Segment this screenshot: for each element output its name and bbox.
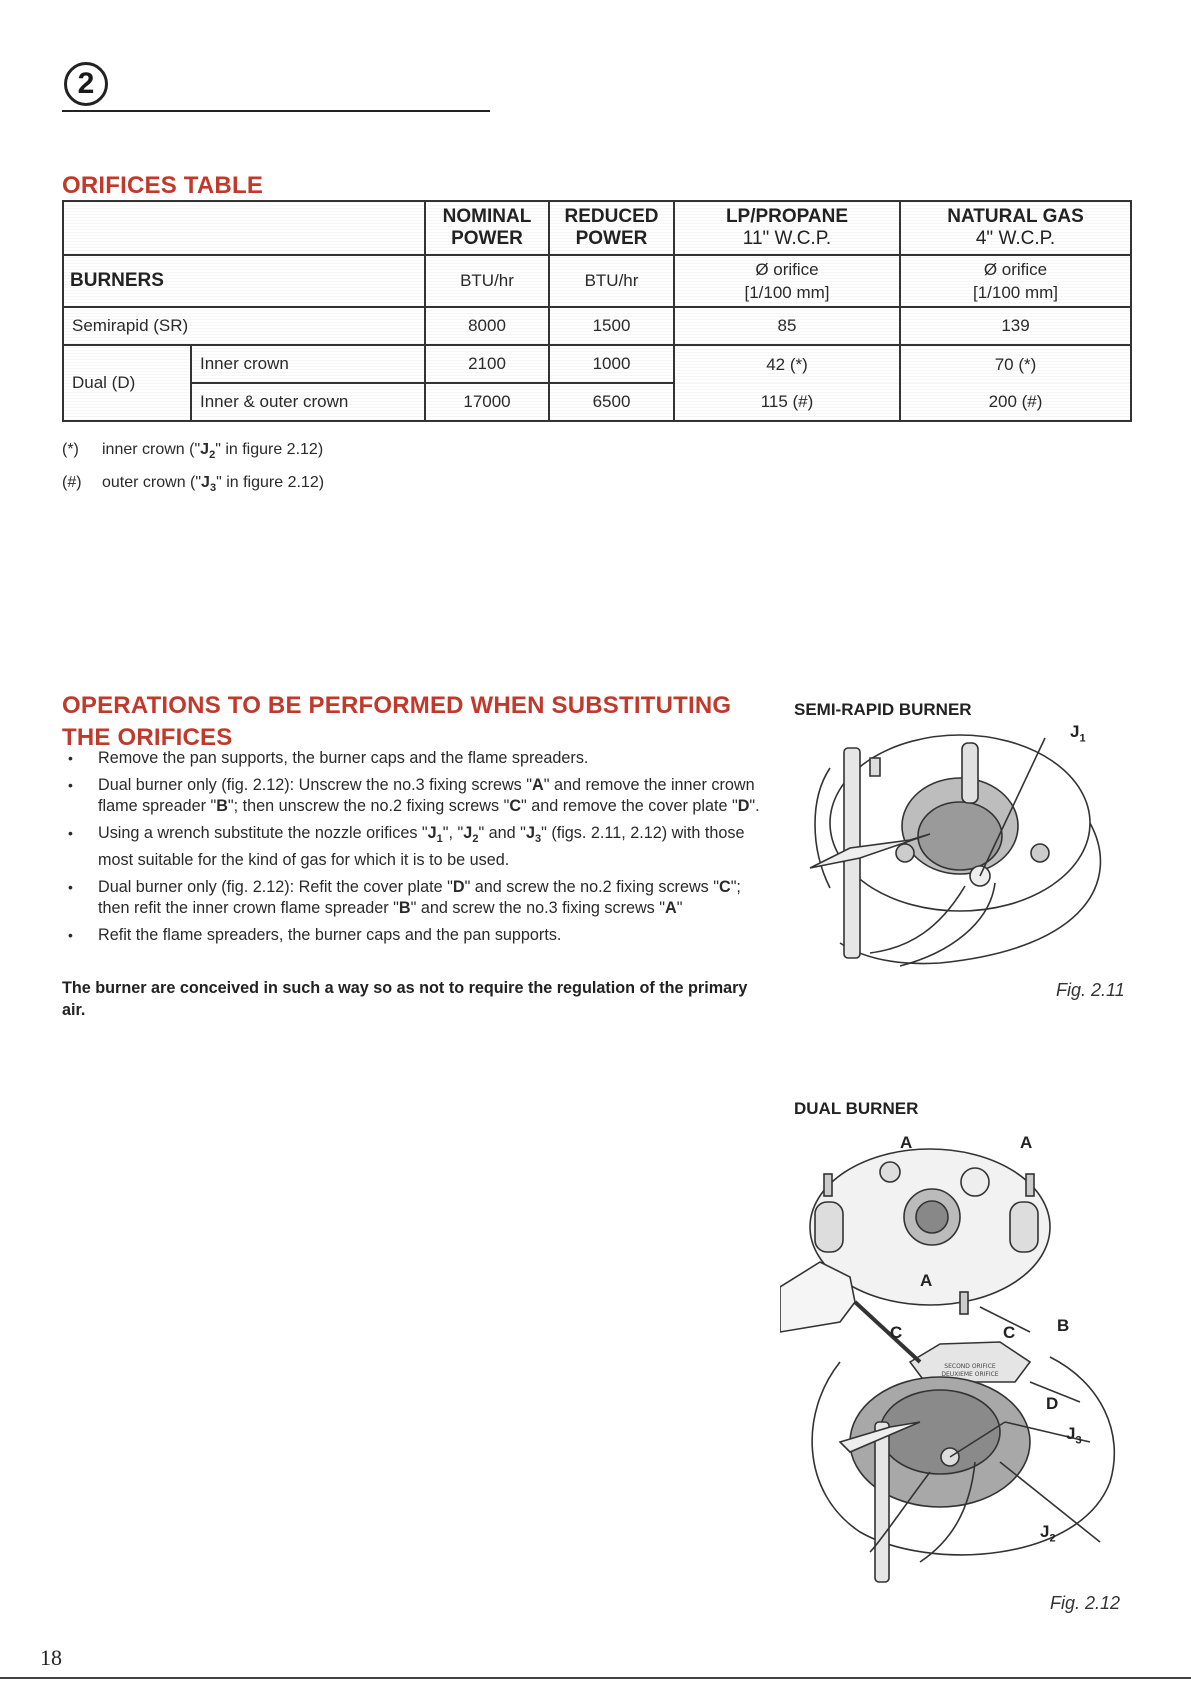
column-header-line: POWER [451,228,523,249]
step-ref: J [463,824,473,842]
lp-value: 42 (*) [674,345,900,383]
figure-2-12-caption: Fig. 2.12 [1050,1593,1121,1613]
step-subscript: 3 [534,833,542,846]
unit-line: Ø orifice [983,260,1048,279]
orifices-table-title: ORIFICES TABLE [62,172,264,199]
footnote-mark: (#) [62,474,82,492]
burner-name: Dual (D) [63,345,191,421]
table-row [63,383,1131,421]
bottom-rule [0,1677,1191,1679]
step-text: " [676,899,683,918]
header-empty-cell [63,201,425,255]
callout-j3 [1066,1424,1082,1446]
step-text: ", " [442,824,464,842]
figure-2-11-caption: Fig. 2.11 [1056,980,1125,1000]
header-lp-propane [674,201,900,255]
callout-c-left: C [890,1323,903,1342]
step-ref: C [509,797,522,815]
step-ref: D [452,878,465,897]
column-header-line: REDUCED [564,206,659,227]
column-header-line: POWER [575,228,648,249]
unit-line: [1/100 mm] [972,283,1059,302]
step-text: Refit the flame spreaders, the burner caps and the pan supports. [98,926,562,945]
header-rule [62,110,490,112]
dual-burner-illustration [780,1132,1140,1592]
step-text: "; then unscrew the no.2 fixing screws " [227,797,510,815]
step-ref: B [216,797,228,815]
step-text: " and screw the no.3 fixing screws " [410,899,665,918]
step-item [62,877,772,919]
footnote-text: outer crown (" [102,474,202,492]
callout-letter: J [1070,722,1080,741]
callout-a-center: A [920,1271,933,1290]
operations-title: OPERATIONS TO BE PERFORMED WHEN SUBSTITUTING THE ORIFICES [62,692,732,751]
column-header-line: NATURAL GAS [947,206,1084,227]
unit-ng [900,255,1131,307]
reduced-value: 6500 [549,383,674,421]
callout-b: B [1057,1316,1070,1335]
unit-line: Ø orifice [755,260,819,279]
unit-line: [1/100 mm] [744,283,830,302]
footnote-subscript: 3 [209,482,217,495]
crown-name: Inner crown [191,345,425,383]
step-subscript: 1 [436,833,443,846]
callout-j1 [1070,722,1086,744]
step-ref: A [532,776,544,794]
step-text: " and remove the cover plate " [521,797,738,815]
operations-steps [62,748,772,952]
table-units-row [63,255,1131,307]
step-item [62,823,772,871]
column-header-subline: 11" W.C.P. [742,228,832,249]
callout-subscript: 2 [1049,1532,1056,1545]
page-number: 18 [40,1645,62,1670]
callout-letter: J [1040,1522,1050,1541]
unit-reduced: BTU/hr [549,255,674,307]
dual-burner-title: DUAL BURNER [794,1099,919,1118]
lp-value: 85 [674,307,900,345]
step-text: " and screw the no.2 fixing screws " [464,878,719,897]
footnote-text: " in figure 2.12) [215,441,324,458]
table-header-row [63,201,1131,255]
burners-label: BURNERS [63,255,425,307]
callout-a-left: A [900,1133,913,1152]
step-text: Dual burner only (fig. 2.12): Unscrew the no.3 fixing screws " [98,776,533,794]
primary-air-note: The burner are conceived in such a way so as not to require the regulation of the primary air. [62,979,748,1019]
callout-d: D [1046,1394,1059,1413]
reduced-value: 1000 [549,345,674,383]
step-ref: A [665,899,677,918]
semi-rapid-burner-illustration [790,718,1130,980]
burner-name: Semirapid (SR) [63,307,425,345]
step-item [62,925,772,946]
step-text: ". [749,797,760,815]
step-ref: B [398,899,411,918]
callout-j2 [1040,1522,1056,1544]
footnote-code: J [201,474,210,492]
callout-a-right: A [1020,1133,1033,1152]
step-item [62,748,772,769]
step-text: " (figs. 2.11, 2.12) with those most suitable for the kind of gas for which it is to be used. [98,824,745,870]
unit-lp [674,255,900,307]
nominal-value: 17000 [425,383,549,421]
step-text: " and " [478,824,526,842]
callout-subscript: 1 [1079,732,1086,745]
callout-subscript: 3 [1075,1434,1082,1447]
lp-value: 115 (#) [674,383,900,421]
footnote-mark: (*) [62,441,79,458]
step-text: "; then refit the inner crown flame spreader " [98,878,741,918]
footnote [62,469,324,502]
footnote-text: inner crown (" [102,441,201,458]
callout-c-right: C [1003,1323,1016,1342]
step-text: " and remove the inner crown flame spreader " [98,776,755,815]
step-ref: J [427,824,437,842]
chapter-number-badge: 2 [64,62,108,106]
plate-label-line1: SECOND ORIFICE [944,1363,996,1370]
footnote-code: J [200,441,210,458]
column-header-subline: 4" W.C.P. [975,228,1056,249]
callout-letter: J [1066,1424,1076,1443]
ng-value: 70 (*) [900,345,1131,383]
header-reduced-power [549,201,674,255]
footnote [62,436,324,469]
footnote-text: " in figure 2.12) [216,474,325,492]
nominal-value: 2100 [425,345,549,383]
step-subscript: 2 [472,833,479,846]
header-natural-gas [900,201,1131,255]
reduced-value: 1500 [549,307,674,345]
step-text: Remove the pan supports, the burner caps and the flame spreaders. [98,749,589,767]
step-ref: C [718,878,731,897]
step-ref: J [525,824,535,842]
column-header-line: LP/PROPANE [725,206,849,227]
unit-nominal: BTU/hr [425,255,549,307]
crown-name: Inner & outer crown [191,383,425,421]
table-row [63,307,1131,345]
step-text: Using a wrench substitute the nozzle orifices " [98,824,428,842]
nominal-value: 8000 [425,307,549,345]
step-item [62,775,772,817]
step-ref: D [737,797,750,815]
plate-label-line2: DEUXIEME ORIFICE [941,1371,999,1378]
orifices-table [62,200,1132,422]
step-text: Dual burner only (fig. 2.12): Refit the cover plate " [98,878,453,897]
footnote-subscript: 2 [209,449,216,462]
semi-rapid-burner-title: SEMI-RAPID BURNER [794,700,972,719]
ng-value: 139 [900,307,1131,345]
column-header-line: NOMINAL [442,206,532,227]
table-footnotes [62,436,324,502]
ng-value: 200 (#) [900,383,1131,421]
header-nominal-power [425,201,549,255]
table-row [63,345,1131,383]
